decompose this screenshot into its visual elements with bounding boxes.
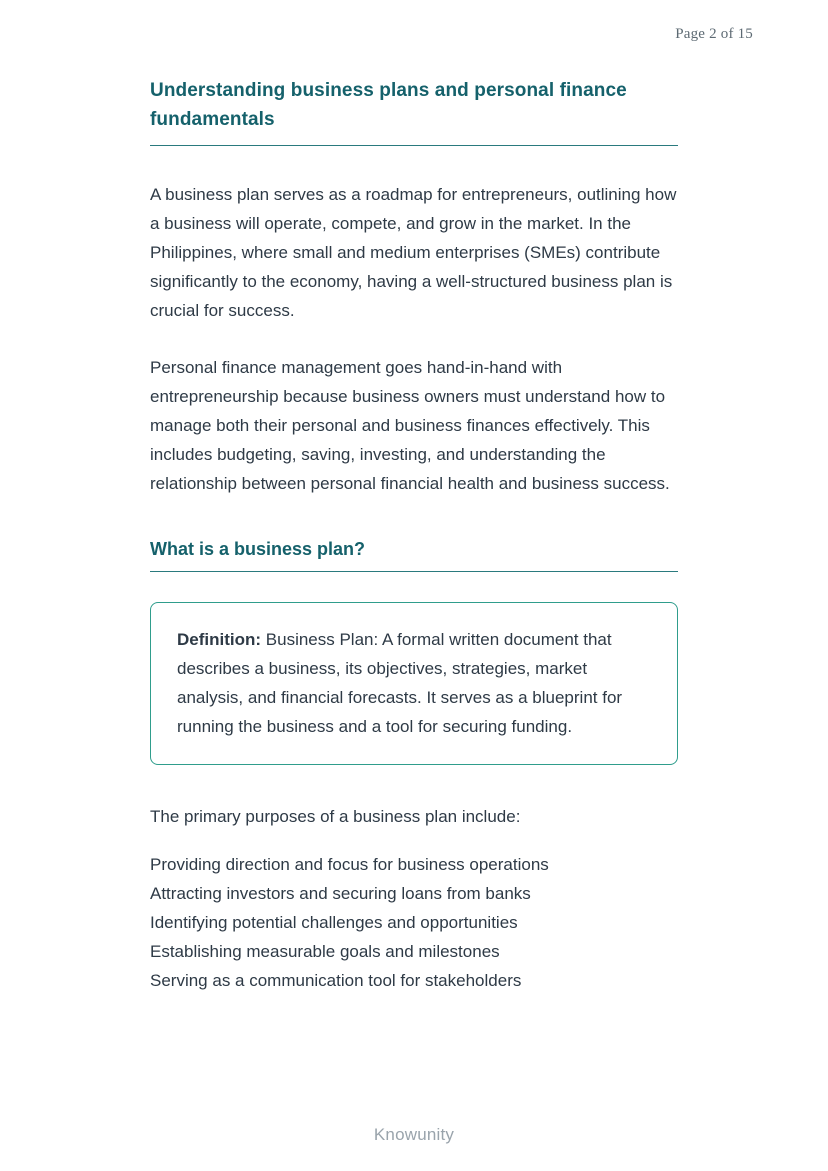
definition-label: Definition: xyxy=(177,630,262,649)
definition-text xyxy=(177,625,651,741)
definition-box xyxy=(150,602,678,765)
purpose-intro: The primary purposes of a business plan include: xyxy=(150,807,521,826)
section-rule xyxy=(150,571,678,572)
footer-brand: Knowunity xyxy=(373,1125,455,1144)
page-content xyxy=(150,76,678,995)
intro-paragraph-1: A business plan serves as a roadmap for entrepreneurs, outlining how a business will operate, compete, and grow in the market. In the Philippines, where small and medium enterprises (SMEs) contribute significantly to the economy, having a well-structured business plan is crucial for success. xyxy=(150,185,677,320)
document-title: Understanding business plans and personal finance fundamentals xyxy=(150,80,627,130)
section-heading: What is a business plan? xyxy=(150,539,366,559)
purpose-item: Establishing measurable goals and milestones xyxy=(150,942,500,961)
purpose-item: Providing direction and focus for business operations xyxy=(150,855,549,874)
intro-paragraph-2: Personal finance management goes hand-in-hand with entrepreneurship because business owners must understand how to manage both their personal and business finances effectively. This includes budgeting, saving, investing, and understanding the relationship between personal financial health and business success. xyxy=(150,358,670,493)
purpose-item: Serving as a communication tool for stakeholders xyxy=(150,971,522,990)
purpose-item: Attracting investors and securing loans from banks xyxy=(150,884,531,903)
purpose-item: Identifying potential challenges and opportunities xyxy=(150,913,518,932)
definition-body: Business Plan: A formal written document that describes a business, its objectives, strategies, market analysis, and financial forecasts. It serves as a blueprint for running the business and a tool for securing funding. xyxy=(177,630,623,736)
page-number: Page 2 of 15 xyxy=(675,26,753,42)
purpose-list xyxy=(150,850,678,995)
title-rule xyxy=(150,145,678,146)
